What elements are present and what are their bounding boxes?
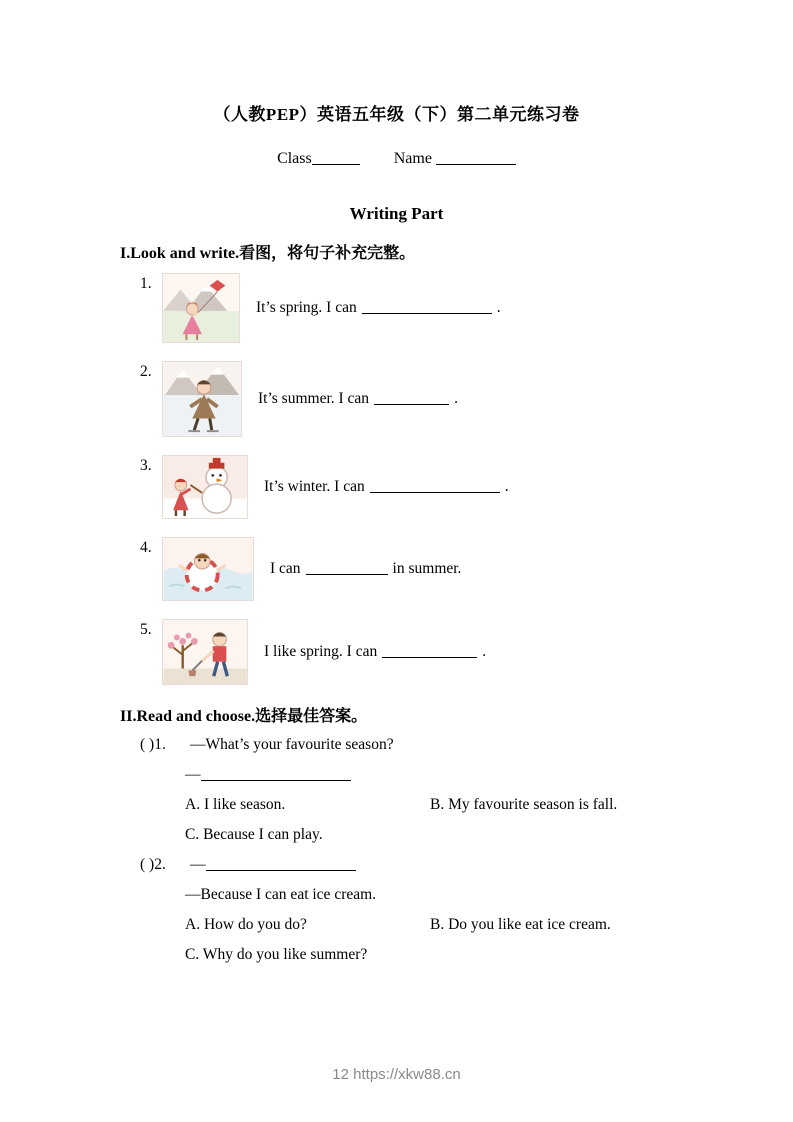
read-and-choose-section	[140, 736, 793, 964]
question-text: —What’s your favourite season?	[190, 736, 394, 753]
option-b[interactable]: B. My favourite season is fall.	[430, 796, 618, 813]
sentence-pre: I can	[270, 560, 301, 577]
sentence-pre: I like spring. I can	[264, 643, 378, 660]
sentence-post: in summer.	[392, 560, 462, 577]
item-sentence	[264, 478, 509, 496]
name-blank[interactable]	[436, 150, 516, 165]
options-row	[185, 796, 793, 814]
name-label: Name	[393, 150, 432, 167]
sentence-pre: It’s winter. I can	[264, 478, 365, 495]
look-write-item-5	[140, 619, 793, 685]
look-write-item-4	[140, 537, 793, 601]
options-row	[185, 826, 793, 844]
option-c[interactable]: C. Because I can play.	[185, 826, 323, 843]
sentence-post: .	[454, 390, 458, 407]
look-write-item-3	[140, 455, 793, 519]
answer-parentheses[interactable]: ( )1.	[140, 736, 166, 753]
page-title: （人教PEP）英语五年级（下）第二单元练习卷	[213, 105, 580, 124]
option-a[interactable]: A. I like season.	[185, 796, 286, 813]
options-row	[185, 946, 793, 964]
look-and-write-items	[140, 273, 793, 685]
sentence-post: .	[496, 299, 501, 316]
item-sentence	[258, 390, 458, 408]
part2-heading: II.Read and choose.选择最佳答案。	[120, 708, 368, 725]
answer-blank[interactable]	[306, 560, 388, 575]
options-row	[185, 916, 793, 934]
page-footer: 12 https://xkw88.cn	[332, 1066, 461, 1083]
class-blank[interactable]	[312, 150, 360, 165]
item-sentence	[270, 560, 461, 578]
option-c[interactable]: C. Why do you like summer?	[185, 946, 368, 963]
class-name-line	[0, 150, 793, 168]
sentence-post: .	[482, 643, 487, 660]
answer-blank[interactable]	[362, 299, 492, 314]
class-label: Class	[277, 150, 312, 167]
sentence-pre: It’s summer. I can	[258, 390, 370, 407]
look-write-item-1	[140, 273, 793, 343]
item-number: 4.	[140, 539, 152, 556]
option-b[interactable]: B. Do you like eat ice cream.	[430, 916, 611, 933]
item-sentence	[264, 643, 486, 661]
question-line	[140, 856, 793, 874]
dash: —	[185, 766, 201, 783]
part1-heading: I.Look and write.看图，将句子补充完整。	[120, 245, 416, 262]
look-write-item-2	[140, 361, 793, 437]
sentence-pre: It’s spring. I can	[256, 299, 357, 316]
item-number: 5.	[140, 621, 152, 638]
question-line	[140, 736, 793, 754]
choose-question-1	[140, 736, 793, 844]
choose-question-2	[140, 856, 793, 964]
item-number: 3.	[140, 457, 152, 474]
boy-skating-mountains-illustration	[162, 361, 242, 437]
child-swimming-with-ring-illustration	[162, 537, 254, 601]
answer-parentheses[interactable]: ( )2.	[140, 856, 166, 873]
question-reply-line: —Because I can eat ice cream.	[185, 886, 377, 903]
girl-flying-kite-illustration	[162, 273, 240, 343]
answer-blank[interactable]	[382, 643, 477, 658]
child-planting-tree-illustration	[162, 619, 248, 685]
answer-line	[185, 766, 793, 784]
item-sentence	[256, 299, 501, 317]
option-a[interactable]: A. How do you do?	[185, 916, 307, 933]
answer-blank[interactable]	[370, 478, 500, 493]
item-number: 2.	[140, 363, 152, 380]
writing-part-heading: Writing Part	[349, 204, 444, 223]
sentence-post: .	[504, 478, 509, 495]
item-number: 1.	[140, 275, 152, 292]
answer-blank[interactable]	[374, 390, 449, 405]
answer-blank[interactable]	[206, 856, 356, 871]
dash: —	[190, 856, 206, 873]
answer-blank[interactable]	[201, 766, 351, 781]
child-with-snowman-illustration	[162, 455, 248, 519]
